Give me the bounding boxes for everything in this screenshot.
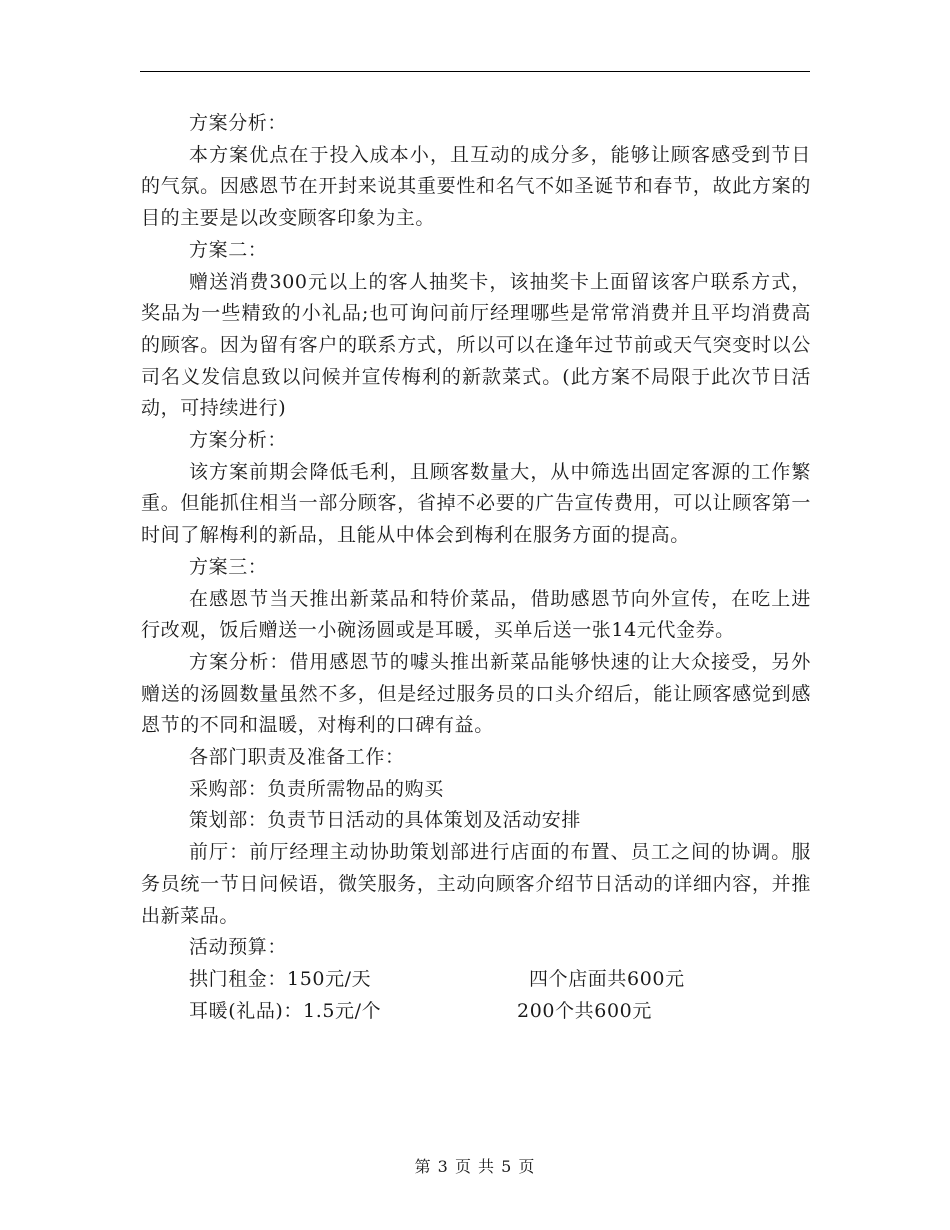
paragraph-plan-analysis-1: 本方案优点在于投入成本小，且互动的成分多，能够让顾客感受到节日的气氛。因感恩节在开封来说其重要性和名气不如圣诞节和春节，故此方案的目的主要是以改变顾客印象为主。 (141, 143, 811, 230)
budget-total: 200个共600元 (517, 999, 652, 1022)
duty-planning: 策划部：负责节日活动的具体策划及活动安排 (189, 809, 582, 832)
duty-purchasing: 采购部：负责所需物品的购买 (189, 777, 444, 800)
budget-total: 四个店面共600元 (529, 967, 685, 990)
header-rule (140, 71, 810, 72)
budget-row (141, 964, 811, 996)
paragraph-plan-three: 在感恩节当天推出新菜品和特价菜品，借助感恩节向外宣传，在吃上进行改观，饭后赠送一小碗汤圆或是耳暖，买单后送一张14元代金券。 (141, 587, 811, 642)
budget-item: 耳暖(礼品)：1.5元/个 (189, 999, 382, 1022)
heading-plan-two: 方案二： (189, 238, 268, 261)
heading-department-duties: 各部门职责及准备工作： (189, 746, 405, 769)
document-body (141, 108, 811, 1027)
paragraph-plan-two: 赠送消费300元以上的客人抽奖卡，该抽奖卡上面留该客户联系方式，奖品为一些精致的小礼品;也可询问前厅经理哪些是常常消费并且平均消费高的顾客。因为留有客户的联系方式，所以可以在逢年过节前或天气突变时以公司名义发信息致以问候并宣传梅利的新款菜式。(此方案不局限于此次节日活动，可持续进行) (141, 270, 811, 420)
page-number-footer: 第 3 页 共 5 页 (414, 1157, 536, 1176)
paragraph-plan-analysis-2: 该方案前期会降低毛利，且顾客数量大，从中筛选出固定客源的工作繁重。但能抓住相当一部分顾客，省掉不必要的广告宣传费用，可以让顾客第一时间了解梅利的新品，且能从中体会到梅利在服务方面的提高。 (141, 460, 811, 547)
budget-row (141, 996, 811, 1028)
paragraph-plan-analysis-3: 方案分析：借用感恩节的噱头推出新菜品能够快速的让大众接受，另外赠送的汤圆数量虽然不多，但是经过服务员的口头介绍后，能让顾客感觉到感恩节的不同和温暖，对梅利的口碑有益。 (141, 650, 811, 737)
budget-item: 拱门租金：150元/天 (189, 967, 372, 990)
heading-plan-analysis-1: 方案分析： (189, 112, 288, 134)
heading-plan-three: 方案三： (189, 555, 268, 578)
heading-plan-analysis-2: 方案分析： (189, 429, 288, 452)
duty-front-hall: 前厅：前厅经理主动协助策划部进行店面的布置、员工之间的协调。服务员统一节日问候语，微笑服务，主动向顾客介绍节日活动的详细内容，并推出新菜品。 (141, 841, 811, 927)
heading-budget: 活动预算： (189, 936, 288, 959)
